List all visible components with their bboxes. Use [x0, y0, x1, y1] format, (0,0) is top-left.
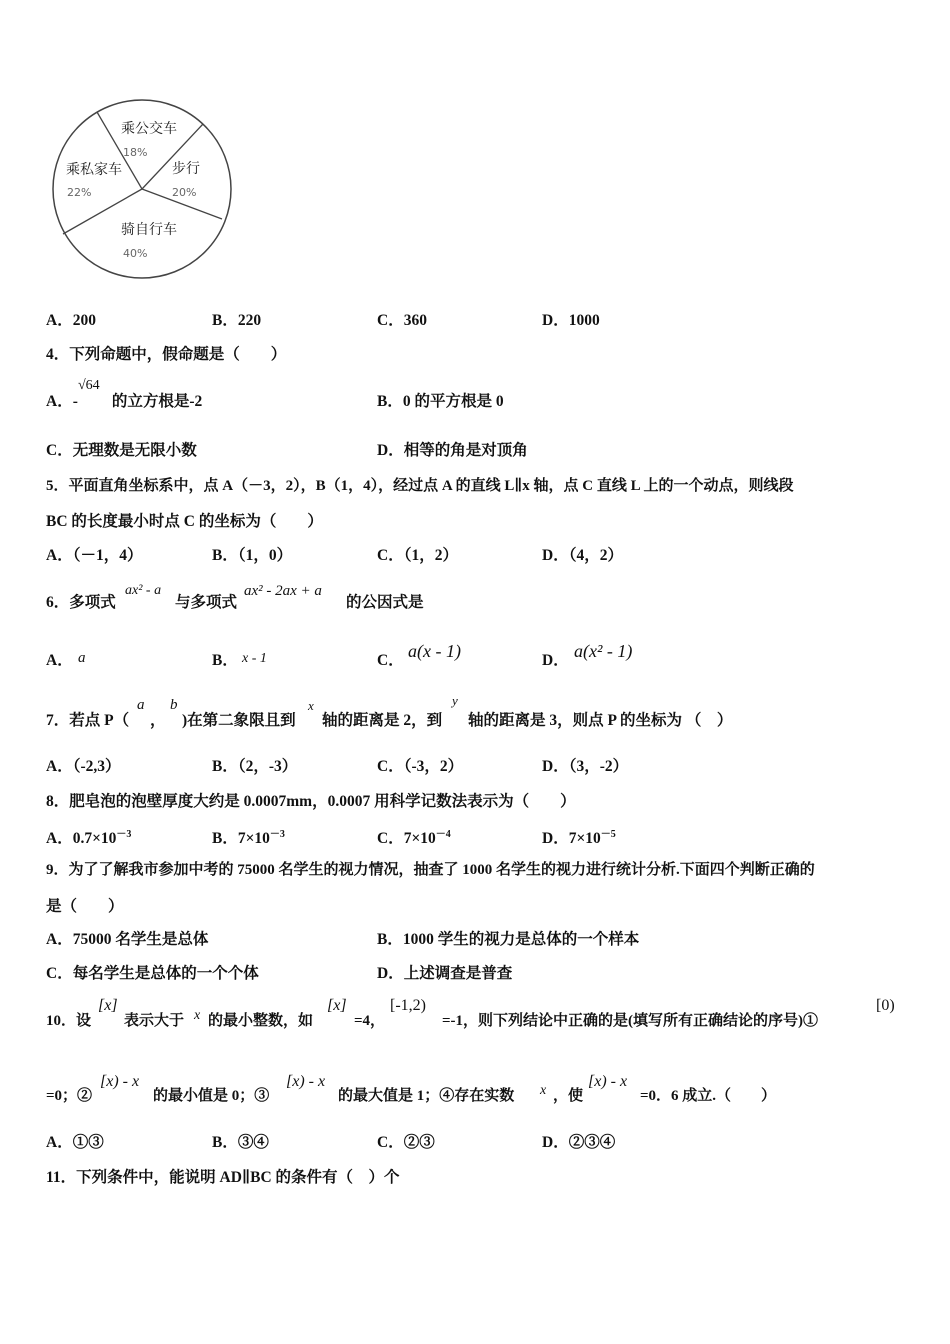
q10-line2-a: =0；②	[46, 1088, 93, 1104]
pie-slice-percent: 22%	[67, 186, 92, 199]
q6-option-d-value: a(x² - 1)	[574, 641, 633, 661]
q6-option-c-value: a(x - 1)	[408, 641, 461, 661]
q7-var-a: a	[137, 697, 145, 713]
q4-option-b: B．0 的平方根是 0	[377, 393, 504, 410]
q7-var-b: b	[170, 697, 178, 713]
q7-mid3: 轴的距离是 3，则点 P 的坐标为 （ ）	[468, 712, 733, 729]
q10-option-d: D．②③④	[542, 1134, 616, 1151]
q6-option-b-label: B．	[212, 652, 238, 669]
q9-option-d: D．上述调查是普查	[377, 965, 513, 982]
q3-option-d: D．1000	[542, 312, 600, 329]
q10-pre: 10．设	[46, 1013, 92, 1029]
q4-option-a-suffix: 的立方根是-2	[111, 393, 203, 410]
pie-slice-label: 乘私家车	[66, 162, 122, 178]
q7-option-d: D．（3，-2）	[542, 758, 629, 775]
q10-term-4: [-1,2)	[390, 997, 426, 1014]
q3-option-b: B．220	[212, 312, 262, 329]
q10-term-7: [x) - x	[286, 1073, 326, 1090]
pie-slice-label: 骑自行车	[121, 222, 177, 238]
q8-option-c-exp: －4	[435, 829, 451, 840]
q10-term-8: x	[540, 1083, 547, 1098]
q11-stem: 11．下列条件中，能说明 AD∥BC 的条件有（ ）个	[46, 1169, 400, 1186]
q10-text-1: 表示大于	[124, 1013, 185, 1029]
q8-option-d-base: D．7×10	[542, 830, 601, 848]
pie-slice-percent: 20%	[172, 186, 197, 199]
q8-stem: 8．肥皂泡的泡壁厚度大约是 0.0007mm，0.0007 用科学记数法表示为（ ）	[46, 793, 576, 810]
q7-var-x: x	[308, 698, 314, 713]
q6-option-d-label: D．	[542, 652, 569, 669]
q10-option-b: B．③④	[212, 1134, 269, 1151]
q8-option-b	[212, 825, 285, 849]
q10-term-5: [0)	[876, 997, 895, 1014]
q7-mid2: 轴的距离是 2，到	[322, 712, 443, 729]
q9-option-a: A．75000 名学生是总体	[46, 931, 209, 948]
q10-term-3: [x]	[327, 997, 347, 1014]
q10-term-6: [x) - x	[100, 1073, 140, 1090]
q9-stem-line2: 是（ ）	[46, 898, 124, 915]
q8-option-b-base: B．7×10	[212, 830, 270, 848]
q10-option-c: C．②③	[377, 1134, 435, 1151]
q4-option-a	[46, 392, 202, 412]
q10-line2-d: ，使	[553, 1088, 584, 1104]
q4-sqrt-64: √64	[78, 378, 100, 393]
q3-option-a: A．200	[46, 312, 96, 329]
q9-option-b: B．1000 学生的视力是总体的一个样本	[377, 931, 640, 948]
q8-option-a	[46, 825, 131, 849]
q8-option-d-exp: －5	[600, 829, 616, 840]
q5-option-a: A．（－1，4）	[46, 547, 143, 564]
q4-option-c: C．无理数是无限小数	[46, 442, 197, 459]
q4-option-a-prefix: A．-	[46, 393, 78, 410]
q10-text-2: 的最小整数，如	[208, 1013, 314, 1029]
q5-option-c: C．（1，2）	[377, 547, 458, 564]
q5-option-b: B．（1，0）	[212, 547, 293, 564]
q10-option-a: A．①③	[46, 1134, 104, 1151]
q7-option-b: B．（2，-3）	[212, 758, 298, 775]
q6-pre: 6．多项式	[46, 594, 116, 611]
q8-option-d	[542, 825, 616, 849]
q5-stem-line1: 5．平面直角坐标系中，点 A（－3，2），B（1，4），经过点 A 的直线 L∥x 轴，点 C 直线 L 上的一个动点，则线段	[46, 478, 794, 494]
q8-option-b-exp: －3	[269, 829, 285, 840]
pie-slice-percent: 18%	[123, 146, 148, 159]
q10-term-2: x	[194, 1008, 201, 1023]
q5-stem-line2: BC 的长度最小时点 C 的坐标为（ ）	[46, 513, 323, 530]
q7-option-c: C．（-3，2）	[377, 758, 464, 775]
q4-stem: 4．下列命题中，假命题是（ ）	[46, 346, 287, 363]
q6-mid: 与多项式	[175, 594, 238, 611]
q6-post: 的公因式是	[346, 594, 424, 611]
q6-expr1: ax² - a	[125, 583, 162, 598]
q6-expr2: ax² - 2ax + a	[244, 583, 322, 599]
q6-option-a-label: A．	[46, 652, 73, 669]
q8-option-a-exp: －3	[116, 829, 132, 840]
q9-option-c: C．每名学生是总体的一个个体	[46, 965, 259, 982]
q10-line2-e: =0．6 成立.（ ）	[640, 1088, 777, 1104]
q7-var-y: y	[452, 693, 458, 708]
q7-pre: 7．若点 P（	[46, 712, 130, 729]
pie-slice-label: 步行	[172, 161, 200, 177]
q7-option-a: A．（-2,3）	[46, 758, 121, 775]
q5-option-d: D．（4，2）	[542, 547, 623, 564]
q8-option-a-base: A．0.7×10	[46, 830, 117, 848]
q6-option-b-value: x - 1	[242, 651, 267, 666]
q10-text-4: =-1，则下列结论中正确的是(填写所有正确结论的序号)①	[442, 1013, 819, 1029]
q6-option-a-value: a	[78, 650, 86, 666]
pie-slice-percent: 40%	[123, 247, 148, 260]
pie-slice-label: 乘公交车	[121, 121, 177, 137]
q6-option-c-label: C．	[377, 652, 404, 669]
q8-option-c-base: C．7×10	[377, 830, 436, 848]
q3-option-c: C．360	[377, 312, 427, 329]
q10-term-1: [x]	[98, 997, 118, 1014]
q8-option-c	[377, 825, 451, 849]
q10-line2-b: 的最小值是 0；③	[153, 1088, 270, 1104]
q10-text-3: =4，	[354, 1013, 386, 1029]
pie-chart	[50, 98, 235, 288]
q9-stem-line1: 9．为了了解我市参加中考的 75000 名学生的视力情况，抽查了 1000 名学生的视力进行统计分析.下面四个判断正确的	[46, 862, 815, 878]
q10-term-9: [x) - x	[588, 1073, 628, 1090]
q4-option-d: D．相等的角是对顶角	[377, 442, 528, 459]
q7-mid1: )在第二象限且到	[182, 712, 296, 729]
q7-comma: ，	[150, 712, 166, 729]
q10-line2-c: 的最大值是 1；④存在实数	[338, 1088, 515, 1104]
